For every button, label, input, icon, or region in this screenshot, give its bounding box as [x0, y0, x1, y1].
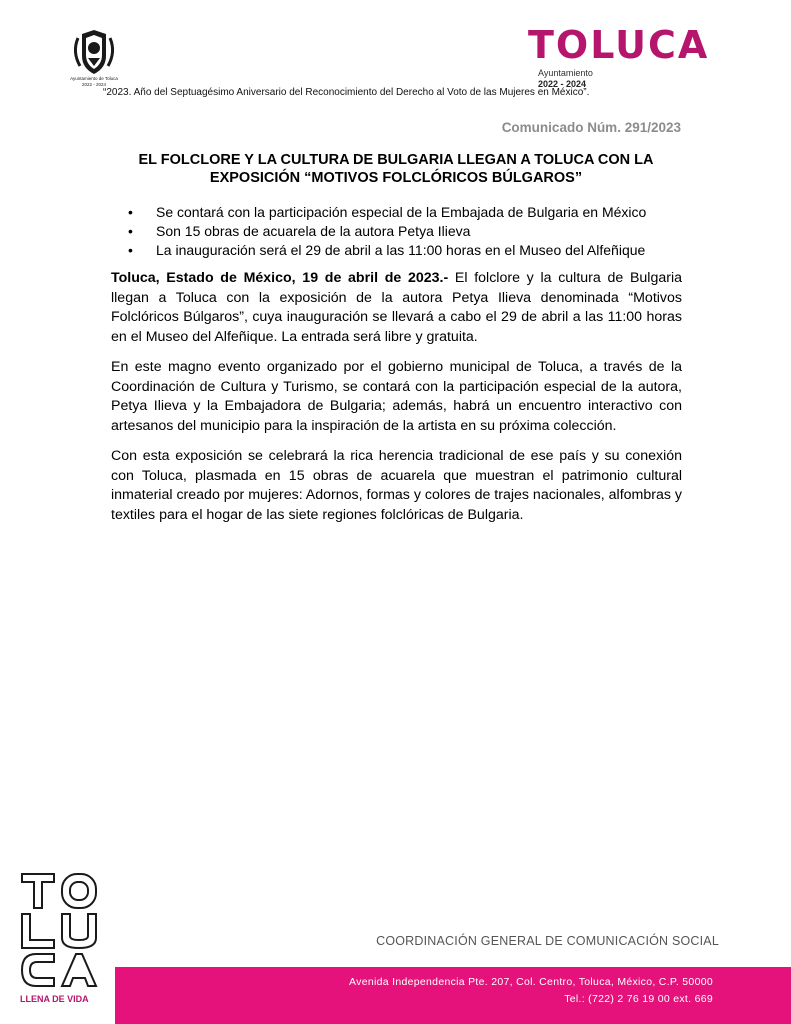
- crest-caption-line2: 2022 - 2024: [81, 82, 107, 87]
- headline: [116, 151, 676, 187]
- highlight-item: • La inauguración será el 29 de abril a las 11:00 horas en el Museo del Alfeñique: [128, 241, 646, 260]
- dateline: Toluca, Estado de México, 19 de abril de 2023.-: [111, 270, 449, 286]
- administration-years: 2022 - 2024: [538, 79, 587, 89]
- press-release-number: Comunicado Núm. 291/2023: [501, 120, 681, 135]
- headline-line2: EXPOSICIÓN “MOTIVOS FOLCLÓRICOS BÚLGAROS”: [209, 170, 583, 186]
- paragraph-3: Con esta exposición se celebrará la rica herencia tradicional de ese país y su conexión con Toluca, plasmada en 15 obras de acuarela que muestran el patrimonio cultural inmaterial creado por mujeres: Adornos, formas y colores de trajes nacionales, alfombras y textiles para el hogar de las siete regiones folclóricas de Bulgaria.: [111, 448, 682, 523]
- paragraph-1-body: El folclore y la cultura de Bulgaria llegan a Toluca con la exposición de la autora Petya Ilieva denominada “Motivos Folclóricos Búlgaros”, cuya inauguración se llevará a cabo el 29 de abril a las 11:00 horas en el Museo del Alfeñique. La entrada será libre y gratuita.: [111, 270, 683, 345]
- crest-icon: [64, 28, 124, 78]
- year-motto: “2023. Año del Septuagésimo Aniversario del Reconocimiento del Derecho al Voto de las Mujeres en México”.: [103, 87, 590, 98]
- toluca-logo-word: TOLUCA: [528, 23, 710, 67]
- paragraph-1: [111, 269, 682, 347]
- crest-caption-line1: Ayuntamiento de Toluca: [70, 76, 118, 81]
- ayuntamiento-label: Ayuntamiento: [538, 68, 593, 78]
- footer-contact-band: [115, 967, 791, 1024]
- footer-slogan: LLENA DE VIDA: [20, 994, 89, 1004]
- toluca-ayuntamiento-logo: [528, 23, 718, 90]
- highlight-item: • Se contará con la participación especial de la Embajada de Bulgaria en México: [128, 203, 646, 222]
- toluca-stacked-letters-icon: [20, 870, 102, 990]
- coordination-title: COORDINACIÓN GENERAL DE COMUNICACIÓN SOCIAL: [376, 934, 719, 948]
- footer-phone: Tel.: (722) 2 76 19 00 ext. 669: [564, 993, 713, 1005]
- highlights-list: [128, 203, 646, 260]
- footer-address: Avenida Independencia Pte. 207, Col. Centro, Toluca, México, C.P. 50000: [349, 976, 713, 988]
- highlight-item: • Son 15 obras de acuarela de la autora Petya Ilieva: [128, 222, 646, 241]
- paragraph-2: En este magno evento organizado por el gobierno municipal de Toluca, a través de la Coordinación de Cultura y Turismo, se contará con la participación especial de la autora, Petya Ilieva y la Embajadora de Bulgaria; además, habrá un encuentro interactivo con artesanos del municipio para la inspiración de la artista en su próxima colección.: [111, 359, 682, 434]
- headline-line1: EL FOLCLORE Y LA CULTURA DE BULGARIA LLEGAN A TOLUCA CON LA: [138, 152, 654, 168]
